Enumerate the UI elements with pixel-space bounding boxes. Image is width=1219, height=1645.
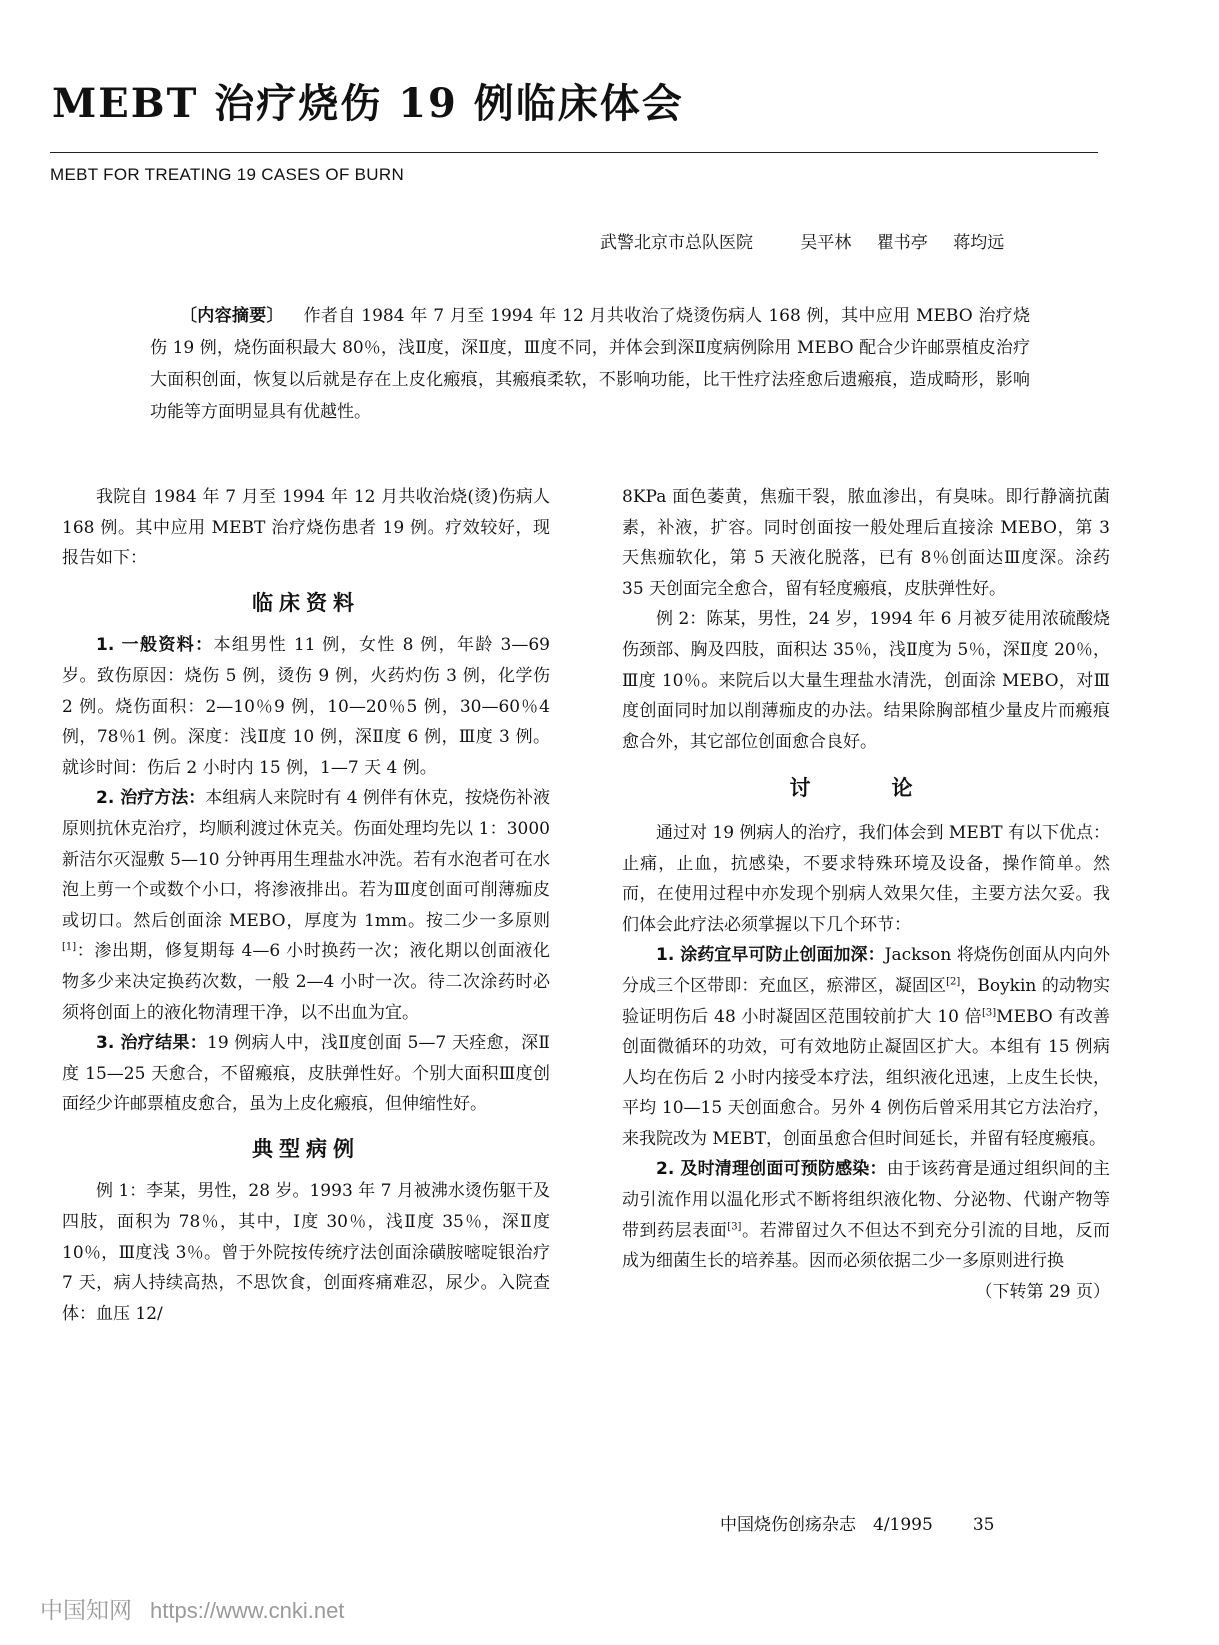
continued-note: （下转第 29 页）: [975, 1281, 1110, 1302]
paragraph-label: 1. 一般资料：: [96, 635, 214, 656]
paragraph-general-data: [62, 630, 550, 783]
paragraph-text: 本组男性 11 例，女性 8 例，年龄 3—69 岁。致伤原因：烧伤 5 例，烫伤 9 例，火药灼伤 3 例，化学伤 2 例。烧伤面积：2—10％9 例，10—20％5 例，30—60％4 例，78％1 例。深度：浅Ⅱ度 10 例，深Ⅱ度 6 例，Ⅲ度 3 例。就诊时间：伤后 2 小时内 15 例，1—7 天 4 例。: [62, 635, 550, 778]
byline: [600, 228, 1120, 253]
english-title: MEBT FOR TREATING 19 CASES OF BURN: [50, 165, 405, 184]
author: 蒋均远: [953, 233, 1005, 253]
page-number: 35: [972, 1515, 995, 1535]
paragraph-case-1: 例 1：李某，男性，28 岁。1993 年 7 月被沸水烫伤躯干及四肢，面积为 78％，其中，Ⅰ度 30％，浅Ⅱ度 35％，深Ⅱ度 10％，Ⅲ度浅 3％。曾于外院按传统疗法创面涂磺胺嘧啶银治疗 7 天，病人持续高热，不思饮食，创面疼痛难忍，尿少。入院查体：血压 12/: [62, 1181, 550, 1324]
paragraph-treatment-result: [62, 1028, 550, 1120]
paragraph-discussion-intro: 通过对 19 例病人的治疗，我们体会到 MEBT 有以下优点：止痛，止血，抗感染，不要求特殊环境及设备，操作简单。然而，在使用过程中亦发现个别病人效果欠佳，主要方法欠妥。我们体会此疗法必须掌握以下几个环节：: [622, 822, 1110, 935]
paragraph-discussion-2: [622, 1154, 1110, 1276]
section-heading-clinical-data: 临床资料: [252, 590, 360, 615]
section-heading-discussion: 讨 论: [789, 776, 943, 801]
citation-ref: [3]: [727, 1221, 742, 1232]
watermark-brand: 中国知网: [40, 1597, 132, 1623]
paragraph-label: 1. 涂药宜早可防止创面加深：: [656, 945, 885, 966]
page-title: MEBT 治疗烧伤 19 例临床体会: [52, 80, 684, 127]
institution: 武警北京市总队医院: [600, 233, 753, 253]
citation-ref: [3]: [981, 1006, 997, 1018]
paragraph-text: ：渗出期，修复期每 4—6 小时换药一次；液化期以创面液化物多少来决定换药次数，一般 2—4 小时一次。待二次涂药时必须将创面上的液化物清理干净，以不出血为宜。: [62, 941, 550, 1023]
journal-info: 中国烧伤创疡杂志 4/1995: [720, 1515, 933, 1535]
intro-paragraph: 我院自 1984 年 7 月至 1994 年 12 月共收治烧(烫)伤病人 168 例。其中应用 MEBT 治疗烧伤患者 19 例。疗效较好，现报告如下：: [62, 487, 550, 569]
paragraph-text: MEBO 有改善创面微循环的功效，可有效地防止凝固区扩大。本组有 15 例病人均在伤后 2 小时内接受本疗法，组织液化迅速，上皮生长快，平均 10—15 天创面愈合。另外 4 例伤后曾采用其它方法治疗，来我院改为 MEBT，创面虽愈合但时间延长，并留有轻度瘢痕。: [622, 1006, 1110, 1149]
author: 瞿书亭: [876, 233, 928, 253]
author: 吴平林: [800, 233, 852, 253]
paragraph-text: ，Boykin 的动物实验证明伤后 48 小时凝固区范围较前扩大 10 倍: [622, 975, 1110, 1027]
paragraph-treatment-method: [62, 783, 550, 1028]
page-footer: [720, 1510, 1120, 1535]
abstract: [150, 300, 1030, 428]
paragraph-text: 本组病人来院时有 4 例伴有休克，按烧伤补液原则抗休克治疗，均顺利渡过休克关。伤面处理均先以 1：3000 新洁尔灭湿敷 5—10 分钟再用生理盐水冲洗。若有水泡者可在水泡上剪一个或数个小口，将渗液排出。若为Ⅲ度创面可削薄痂皮或切口。然后创面涂 MEBO，厚度为 1mm。按二少一多原则: [62, 788, 550, 931]
paragraph-label: 2. 治疗方法：: [96, 788, 206, 809]
citation-ref: [1]: [62, 941, 77, 953]
title-rule: [50, 152, 1098, 153]
section-heading-typical-cases: 典型病例: [252, 1136, 360, 1161]
citation-ref: [2]: [946, 976, 961, 988]
paragraph-text: 由于该药膏是通过组织间的主动引流作用以温化形式不断将组织液化物、分泌物、代谢产物等带到药层表面: [622, 1159, 1110, 1241]
paragraph-text: 19 例病人中，浅Ⅱ度创面 5—7 天痊愈，深Ⅱ度 15—25 天愈合，不留瘢痕，皮肤弹性好。个别大面积Ⅲ度创面经少许邮票植皮愈合，虽为上皮化瘢痕，但伸缩性好。: [62, 1033, 550, 1115]
paragraph-text: Jackson 将烧伤创面从内向外分成三个区带即：充血区，瘀滞区，凝固区: [622, 945, 1110, 996]
paragraph-case-1-continued: 8KPa 面色萎黄，焦痂干裂，脓血渗出，有臭味。即行静滴抗菌素，补液，扩容。同时创面按一般处理后直接涂 MEBO，第 3 天焦痂软化，第 5 天液化脱落，已有 8％创面达Ⅲ度深。涂药 35 天创面完全愈合，留有轻度瘢痕，皮肤弹性好。: [622, 487, 1110, 599]
paragraph-case-2: 例 2：陈某，男性，24 岁，1994 年 6 月被歹徒用浓硫酸烧伤颈部、胸及四肢，面积达 35％，浅Ⅱ度为 5％，深Ⅱ度 20％，Ⅲ度 10％。来院后以大量生理盐水清洗，创面涂 MEBO，对Ⅲ度创面同时加以削薄痂皮的办法。结果除胸部植少量皮片而瘢痕愈合外，其它部位创面愈合良好。: [622, 609, 1110, 752]
paragraph-text: 。若滞留过久不但达不到充分引流的目地，反而成为细菌生长的培养基。因而必须依据二少一多原则进行换: [622, 1220, 1111, 1272]
cnki-watermark: [40, 1592, 344, 1625]
paragraph-discussion-1: [622, 940, 1110, 1154]
paragraph-label: 2. 及时清理创面可预防感染：: [656, 1159, 887, 1180]
body-column-left: [62, 482, 550, 1329]
abstract-label: 〔内容摘要〕: [180, 306, 284, 326]
abstract-text: 作者自 1984 年 7 月至 1994 年 12 月共收治了烧烫伤病人 168 例，其中应用 MEBO 治疗烧伤 19 例，烧伤面积最大 80％，浅Ⅱ度，深Ⅱ度，Ⅲ度不同，并体会到深Ⅱ度病例除用 MEBO 配合少许邮票植皮治疗大面积创面，恢复以后就是存在上皮化瘢痕，其瘢痕柔软，不影响功能，比干性疗法痊愈后遗瘢痕，造成畸形，影响功能等方面明显具有优越性。: [150, 306, 1030, 422]
body-column-right: [622, 482, 1110, 1307]
paragraph-label: 3. 治疗结果：: [96, 1033, 208, 1054]
watermark-url: https://www.cnki.net: [150, 1598, 345, 1623]
